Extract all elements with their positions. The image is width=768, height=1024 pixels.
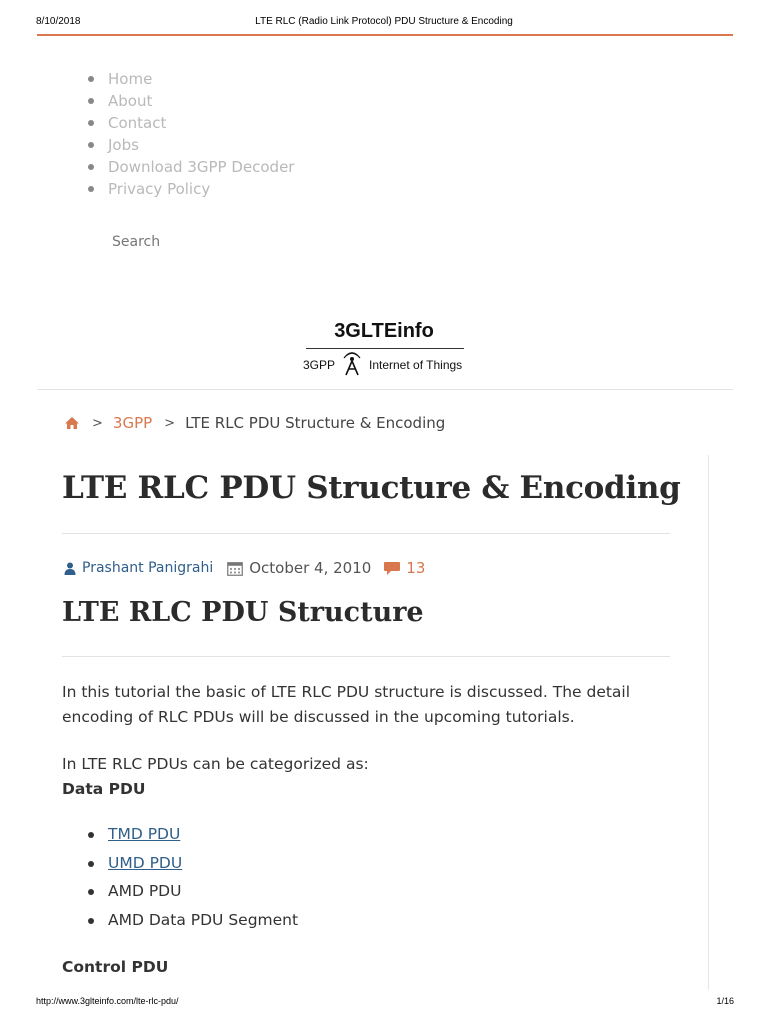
list-item: AMD PDU — [86, 879, 298, 908]
nav-item-about[interactable]: About — [86, 90, 294, 112]
print-date: 8/10/2018 — [36, 16, 81, 27]
sidebar-divider — [708, 455, 709, 990]
logo-tag-iot: Internet of Things — [369, 358, 463, 372]
calendar-icon — [227, 561, 243, 576]
nav-item-jobs[interactable]: Jobs — [86, 134, 294, 156]
control-pdu-heading: Control PDU — [62, 958, 169, 976]
home-icon[interactable] — [64, 416, 80, 430]
section-title: LTE RLC PDU Structure — [62, 597, 424, 628]
nav-item-privacy-policy[interactable]: Privacy Policy — [86, 178, 294, 200]
antenna-icon — [341, 352, 363, 376]
post-meta — [64, 557, 425, 579]
breadcrumb-current: LTE RLC PDU Structure & Encoding — [185, 414, 446, 432]
umd-pdu-link[interactable]: UMD PDU — [108, 853, 183, 872]
list-item — [86, 851, 298, 880]
print-title: LTE RLC (Radio Link Protocol) PDU Structure & Encoding — [255, 16, 513, 27]
site-header-divider — [37, 389, 733, 390]
nav-item-home[interactable]: Home — [86, 68, 294, 90]
intro-paragraph: In this tutorial the basic of LTE RLC PDU structure is discussed. The detail encoding of RLC PDUs will be discussed in the upcoming tutorials. — [62, 683, 631, 726]
comment-count[interactable]: 13 — [406, 559, 426, 577]
chevron-right-icon: > — [92, 415, 103, 431]
title-divider — [62, 533, 670, 534]
breadcrumb — [64, 413, 445, 433]
data-pdu-heading: Data PDU — [62, 780, 146, 798]
page-title: LTE RLC PDU Structure & Encoding — [62, 470, 681, 506]
categorized-text: In LTE RLC PDUs can be categorized as: — [62, 755, 369, 773]
print-url: http://www.3glteinfo.com/lte-rlc-pdu/ — [36, 996, 179, 1006]
data-pdu-list — [86, 822, 298, 936]
search-input[interactable]: Search — [112, 234, 161, 250]
chevron-right-icon: > — [164, 415, 176, 431]
nav-menu — [86, 68, 294, 200]
list-item: AMD Data PDU Segment — [86, 908, 298, 937]
comment-icon[interactable] — [383, 561, 401, 576]
nav-item-contact[interactable]: Contact — [86, 112, 294, 134]
header-divider — [37, 34, 733, 36]
list-item — [86, 822, 298, 851]
logo-tag-3gpp: 3GPP — [303, 358, 336, 372]
logo-divider — [306, 348, 464, 349]
breadcrumb-link-3gpp[interactable]: 3GPP — [112, 414, 153, 432]
print-page-number: 1/16 — [716, 996, 734, 1006]
logo-title: 3GLTEinfo — [334, 320, 434, 342]
site-logo[interactable] — [298, 320, 470, 380]
nav-item-download-decoder[interactable]: Download 3GPP Decoder — [86, 156, 294, 178]
tmd-pdu-link[interactable]: TMD PDU — [108, 825, 181, 843]
user-icon — [64, 562, 76, 575]
section-divider — [62, 656, 670, 657]
print-header — [0, 0, 768, 40]
post-author[interactable]: Prashant Panigrahi — [82, 560, 214, 576]
post-date: October 4, 2010 — [249, 559, 372, 577]
